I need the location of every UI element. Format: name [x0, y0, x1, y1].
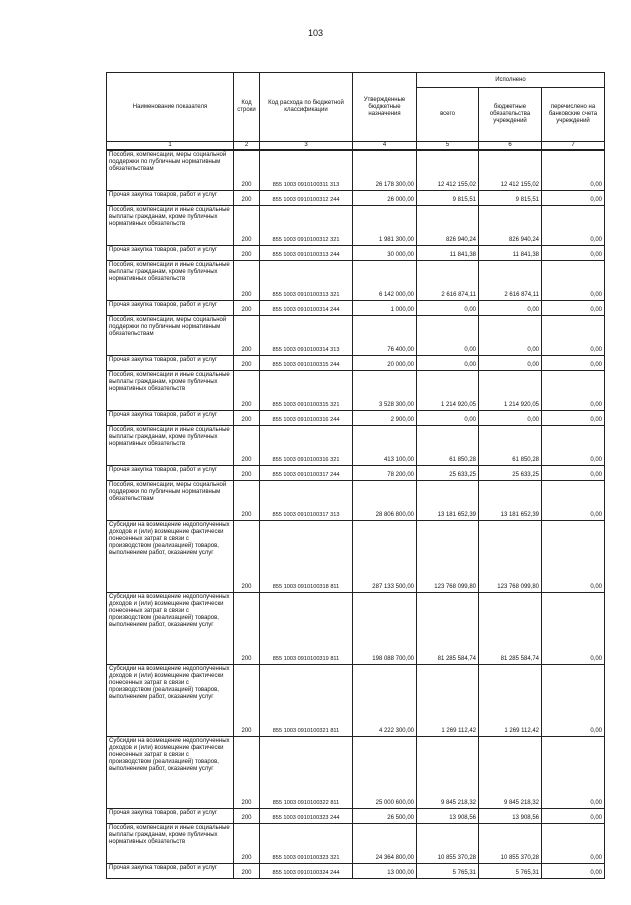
row-transferred: 0,00 [542, 355, 605, 370]
table-row [107, 410, 605, 425]
row-kr-code: 855 1003 0910100321 811 [260, 664, 353, 736]
row-name: Субсидии на возмещение недополученных доходов и (или) возмещение фактически понесенных затрат в связи с производством (реализацией) товаров, выполнением работ, оказанием услуг [107, 664, 234, 736]
column-number-row [107, 142, 605, 151]
row-obligations: 0,00 [479, 410, 542, 425]
row-approved: 6 142 000,00 [353, 260, 417, 300]
row-transferred: 0,00 [542, 863, 605, 878]
row-kr-code: 855 1003 0910100318 811 [260, 520, 353, 592]
row-transferred: 0,00 [542, 315, 605, 355]
row-obligations: 0,00 [479, 300, 542, 315]
row-approved: 26 178 300,00 [353, 150, 417, 190]
row-approved: 1 981 300,00 [353, 205, 417, 245]
table-row [107, 480, 605, 520]
row-obligations: 10 855 370,28 [479, 823, 542, 863]
row-transferred: 0,00 [542, 425, 605, 465]
row-total: 81 285 584,74 [417, 592, 479, 664]
row-name: Пособия, компенсации и иные социальные выплаты гражданам, кроме публичных нормативных обязательств [107, 370, 234, 410]
row-code: 200 [234, 465, 260, 480]
row-kr-code: 855 1003 0910100319 811 [260, 592, 353, 664]
row-code: 200 [234, 315, 260, 355]
header-transferred: перечислено на банковские счета учреждений [542, 88, 605, 142]
table-row [107, 260, 605, 300]
row-transferred: 0,00 [542, 410, 605, 425]
row-code: 200 [234, 664, 260, 736]
row-total: 2 616 874,11 [417, 260, 479, 300]
table-row [107, 190, 605, 205]
table-row [107, 300, 605, 315]
row-total: 9 845 218,32 [417, 736, 479, 808]
row-total: 10 855 370,28 [417, 823, 479, 863]
row-code: 200 [234, 190, 260, 205]
row-name: Прочая закупка товаров, работ и услуг [107, 410, 234, 425]
row-total: 123 768 099,80 [417, 520, 479, 592]
row-name: Прочая закупка товаров, работ и услуг [107, 245, 234, 260]
column-number: 5 [417, 142, 479, 151]
row-approved: 2 900,00 [353, 410, 417, 425]
row-obligations: 0,00 [479, 355, 542, 370]
row-total: 13 908,56 [417, 808, 479, 823]
row-total: 0,00 [417, 315, 479, 355]
row-kr-code: 855 1003 0910100324 244 [260, 863, 353, 878]
row-kr-code: 855 1003 0910100312 244 [260, 190, 353, 205]
row-obligations: 1 214 920,05 [479, 370, 542, 410]
column-number: 6 [479, 142, 542, 151]
row-kr-code: 855 1003 0910100323 244 [260, 808, 353, 823]
column-number: 3 [260, 142, 353, 151]
row-transferred: 0,00 [542, 300, 605, 315]
header-code: Код строки [234, 73, 260, 142]
row-obligations: 1 269 112,42 [479, 664, 542, 736]
row-name: Пособия, компенсации и иные социальные выплаты гражданам, кроме публичных нормативных обязательств [107, 425, 234, 465]
table-row [107, 823, 605, 863]
column-number: 4 [353, 142, 417, 151]
row-code: 200 [234, 370, 260, 410]
row-name: Пособия, компенсации, меры социальной поддержки по публичным нормативным обязательствам [107, 315, 234, 355]
row-code: 200 [234, 480, 260, 520]
row-obligations: 0,00 [479, 315, 542, 355]
table-row [107, 355, 605, 370]
row-code: 200 [234, 300, 260, 315]
row-transferred: 0,00 [542, 190, 605, 205]
row-code: 200 [234, 736, 260, 808]
budget-execution-table [106, 72, 605, 879]
row-name: Прочая закупка товаров, работ и услуг [107, 190, 234, 205]
page-number: 103 [307, 28, 324, 38]
header-total: всего [417, 88, 479, 142]
row-transferred: 0,00 [542, 205, 605, 245]
row-transferred: 0,00 [542, 245, 605, 260]
row-approved: 28 806 800,00 [353, 480, 417, 520]
row-total: 12 412 155,02 [417, 150, 479, 190]
row-approved: 24 364 800,00 [353, 823, 417, 863]
row-approved: 3 528 300,00 [353, 370, 417, 410]
row-kr-code: 855 1003 0910100323 321 [260, 823, 353, 863]
row-obligations: 2 616 874,11 [479, 260, 542, 300]
table-row [107, 592, 605, 664]
row-name: Пособия, компенсации и иные социальные выплаты гражданам, кроме публичных нормативных обязательств [107, 823, 234, 863]
row-kr-code: 855 1003 0910100314 244 [260, 300, 353, 315]
header-approved: Утвержденные бюджетные назначения [353, 73, 417, 142]
row-transferred: 0,00 [542, 480, 605, 520]
row-code: 200 [234, 520, 260, 592]
table-row [107, 425, 605, 465]
row-kr-code: 855 1003 0910100317 244 [260, 465, 353, 480]
row-name: Пособия, компенсации и иные социальные выплаты гражданам, кроме публичных нормативных обязательств [107, 260, 234, 300]
row-total: 1 214 920,05 [417, 370, 479, 410]
row-transferred: 0,00 [542, 808, 605, 823]
row-kr-code: 855 1003 0910100311 313 [260, 150, 353, 190]
row-kr-code: 855 1003 0910100316 244 [260, 410, 353, 425]
row-transferred: 0,00 [542, 370, 605, 410]
row-approved: 26 000,00 [353, 190, 417, 205]
row-total: 826 940,24 [417, 205, 479, 245]
table-body [107, 150, 605, 878]
row-code: 200 [234, 863, 260, 878]
row-total: 61 850,28 [417, 425, 479, 465]
row-transferred: 0,00 [542, 465, 605, 480]
table-row [107, 465, 605, 480]
row-obligations: 9 815,51 [479, 190, 542, 205]
row-approved: 25 000 600,00 [353, 736, 417, 808]
row-total: 0,00 [417, 410, 479, 425]
header-executed: Исполнено [417, 73, 605, 88]
row-code: 200 [234, 808, 260, 823]
table-row [107, 736, 605, 808]
table-row [107, 520, 605, 592]
row-code: 200 [234, 592, 260, 664]
column-number: 1 [107, 142, 234, 151]
row-kr-code: 855 1003 0910100322 811 [260, 736, 353, 808]
row-approved: 26 500,00 [353, 808, 417, 823]
row-obligations: 13 908,56 [479, 808, 542, 823]
row-obligations: 9 845 218,32 [479, 736, 542, 808]
row-kr-code: 855 1003 0910100314 313 [260, 315, 353, 355]
row-name: Пособия, компенсации и иные социальные выплаты гражданам, кроме публичных нормативных обязательств [107, 205, 234, 245]
table-row [107, 863, 605, 878]
column-number: 7 [542, 142, 605, 151]
row-kr-code: 855 1003 0910100313 321 [260, 260, 353, 300]
row-name: Субсидии на возмещение недополученных доходов и (или) возмещение фактически понесенных затрат в связи с производством (реализацией) товаров, выполнением работ, оказанием услуг [107, 520, 234, 592]
row-total: 0,00 [417, 355, 479, 370]
row-obligations: 11 841,38 [479, 245, 542, 260]
table-row [107, 205, 605, 245]
row-name: Прочая закупка товаров, работ и услуг [107, 300, 234, 315]
row-code: 200 [234, 205, 260, 245]
row-approved: 30 000,00 [353, 245, 417, 260]
row-transferred: 0,00 [542, 592, 605, 664]
row-total: 13 181 652,39 [417, 480, 479, 520]
row-obligations: 13 181 652,39 [479, 480, 542, 520]
row-total: 0,00 [417, 300, 479, 315]
row-approved: 1 000,00 [353, 300, 417, 315]
row-approved: 78 200,00 [353, 465, 417, 480]
row-name: Субсидии на возмещение недополученных доходов и (или) возмещение фактически понесенных затрат в связи с производством (реализацией) товаров, выполнением работ, оказанием услуг [107, 736, 234, 808]
table-row [107, 150, 605, 190]
row-transferred: 0,00 [542, 520, 605, 592]
row-kr-code: 855 1003 0910100313 244 [260, 245, 353, 260]
row-approved: 76 400,00 [353, 315, 417, 355]
column-number: 2 [234, 142, 260, 151]
header-kr: Код расхода по бюджетной классификации [260, 73, 353, 142]
row-name: Прочая закупка товаров, работ и услуг [107, 863, 234, 878]
row-transferred: 0,00 [542, 260, 605, 300]
row-name: Субсидии на возмещение недополученных доходов и (или) возмещение фактически понесенных затрат в связи с производством (реализацией) товаров, выполнением работ, оказанием услуг [107, 592, 234, 664]
row-kr-code: 855 1003 0910100312 321 [260, 205, 353, 245]
row-obligations: 61 850,28 [479, 425, 542, 465]
row-transferred: 0,00 [542, 664, 605, 736]
row-name: Пособия, компенсации, меры социальной поддержки по публичным нормативным обязательствам [107, 480, 234, 520]
table-row [107, 664, 605, 736]
row-obligations: 81 285 584,74 [479, 592, 542, 664]
table-row [107, 370, 605, 410]
row-total: 25 633,25 [417, 465, 479, 480]
row-kr-code: 855 1003 0910100317 313 [260, 480, 353, 520]
row-code: 200 [234, 245, 260, 260]
table-row [107, 245, 605, 260]
row-transferred: 0,00 [542, 150, 605, 190]
row-obligations: 5 765,31 [479, 863, 542, 878]
header-obligations: бюджетные обязательства учреждений [479, 88, 542, 142]
row-obligations: 12 412 155,02 [479, 150, 542, 190]
row-obligations: 123 768 099,80 [479, 520, 542, 592]
row-code: 200 [234, 150, 260, 190]
row-approved: 20 000,00 [353, 355, 417, 370]
row-approved: 4 222 300,00 [353, 664, 417, 736]
row-transferred: 0,00 [542, 736, 605, 808]
table-row [107, 808, 605, 823]
row-code: 200 [234, 410, 260, 425]
row-code: 200 [234, 425, 260, 465]
row-total: 9 815,51 [417, 190, 479, 205]
table-row [107, 315, 605, 355]
row-name: Прочая закупка товаров, работ и услуг [107, 355, 234, 370]
row-kr-code: 855 1003 0910100315 321 [260, 370, 353, 410]
row-code: 200 [234, 355, 260, 370]
row-transferred: 0,00 [542, 823, 605, 863]
row-obligations: 826 940,24 [479, 205, 542, 245]
row-approved: 13 000,00 [353, 863, 417, 878]
header-name: Наименование показателя [107, 73, 234, 142]
row-total: 1 269 112,42 [417, 664, 479, 736]
row-obligations: 25 633,25 [479, 465, 542, 480]
row-approved: 413 100,00 [353, 425, 417, 465]
row-kr-code: 855 1003 0910100315 244 [260, 355, 353, 370]
row-code: 200 [234, 260, 260, 300]
row-approved: 198 088 700,00 [353, 592, 417, 664]
row-kr-code: 855 1003 0910100316 321 [260, 425, 353, 465]
row-total: 5 765,31 [417, 863, 479, 878]
row-approved: 287 133 500,00 [353, 520, 417, 592]
row-name: Пособия, компенсации, меры социальной поддержки по публичным нормативным обязательствам [107, 150, 234, 190]
row-code: 200 [234, 823, 260, 863]
row-name: Прочая закупка товаров, работ и услуг [107, 808, 234, 823]
row-name: Прочая закупка товаров, работ и услуг [107, 465, 234, 480]
row-total: 11 841,38 [417, 245, 479, 260]
